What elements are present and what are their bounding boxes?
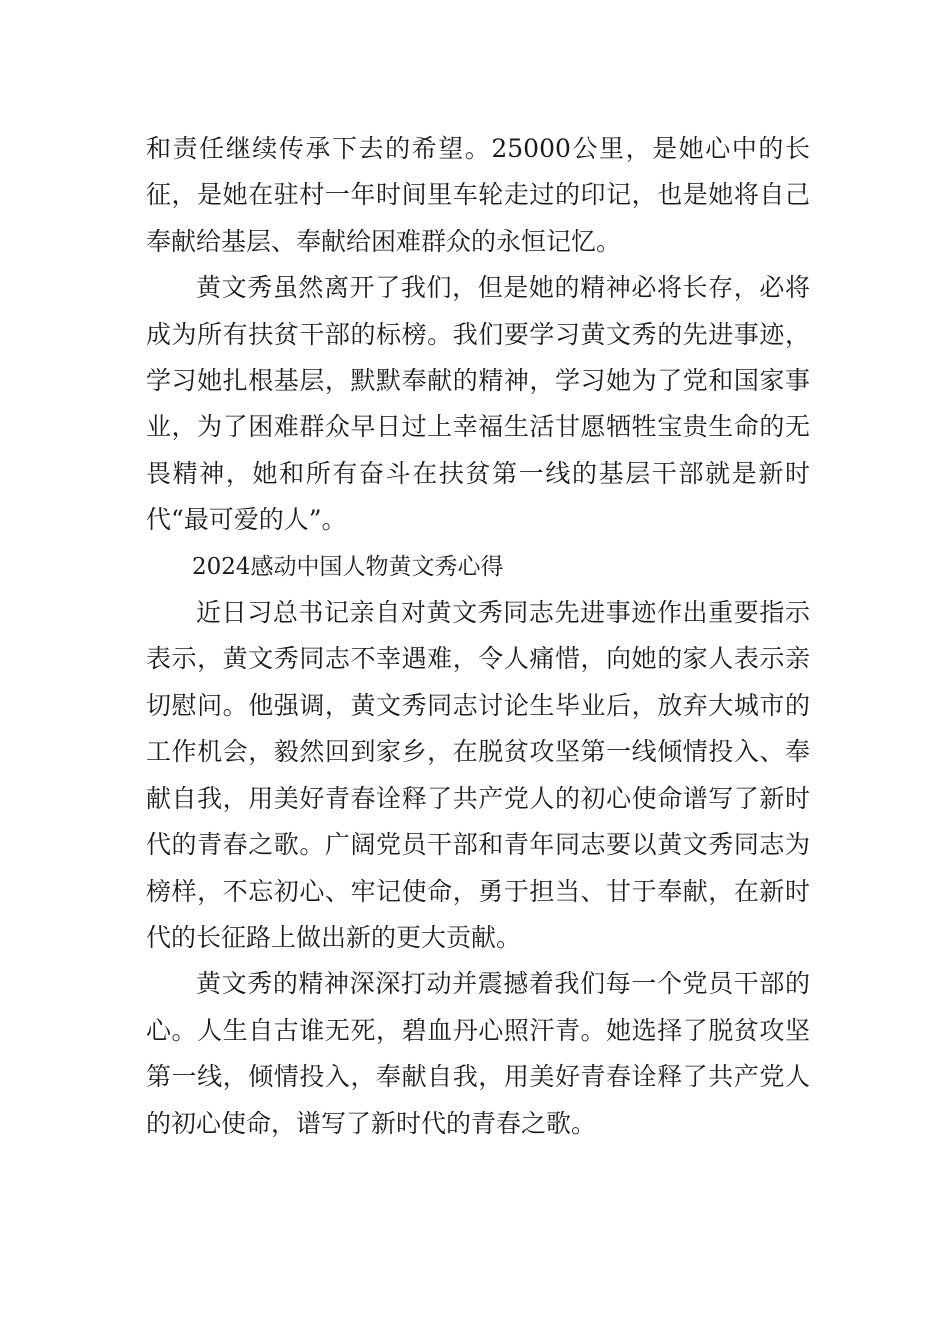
paragraph-instruction: 近日习总书记亲自对黄文秀同志先进事迹作出重要指示表示，黄文秀同志不幸遇难，令人痛惜，向她的家人表示亲切慰问。他强调，黄文秀同志讨论生毕业后，放弃大城市的工作机会，毅然回到家乡，在脱贫攻坚第一线倾情投入、奉献自我，用美好青春诠释了共产党人的初心使命谱写了新时代的青春之歌。广阔党员干部和青年同志要以黄文秀同志为榜样，不忘初心、牢记使命，勇于担当、甘于奉献，在新时代的长征路上做出新的更大贡献。 (146, 598, 810, 952)
section-heading: 2024感动中国人物黄文秀心得 (192, 553, 504, 580)
paragraph-continuation: 和责任继续传承下去的希望。25000公里，是她心中的长征，是她在驻村一年时间里车轮走过的印记，也是她将自己奉献给基层、奉献给困难群众的永恒记忆。 (146, 134, 810, 256)
document-page (146, 126, 810, 1147)
paragraph-spirit: 黄文秀虽然离开了我们，但是她的精神必将长存，必将成为所有扶贫干部的标榜。我们要学习黄文秀的先进事迹，学习她扎根基层，默默奉献的精神，学习她为了党和国家事业，为了困难群众早日过上幸福生活甘愿牺牲宝贵生命的无畏精神，她和所有奋斗在扶贫第一线的基层干部就是新时代“最可爱的人”。 (146, 273, 810, 535)
paragraph-reflection: 黄文秀的精神深深打动并震撼着我们每一个党员干部的心。人生自古谁无死，碧血丹心照汗青。她选择了脱贫攻坚第一线，倾情投入，奉献自我，用美好青春诠释了共产党人的初心使命，谱写了新时代的青春之歌。 (146, 969, 810, 1138)
